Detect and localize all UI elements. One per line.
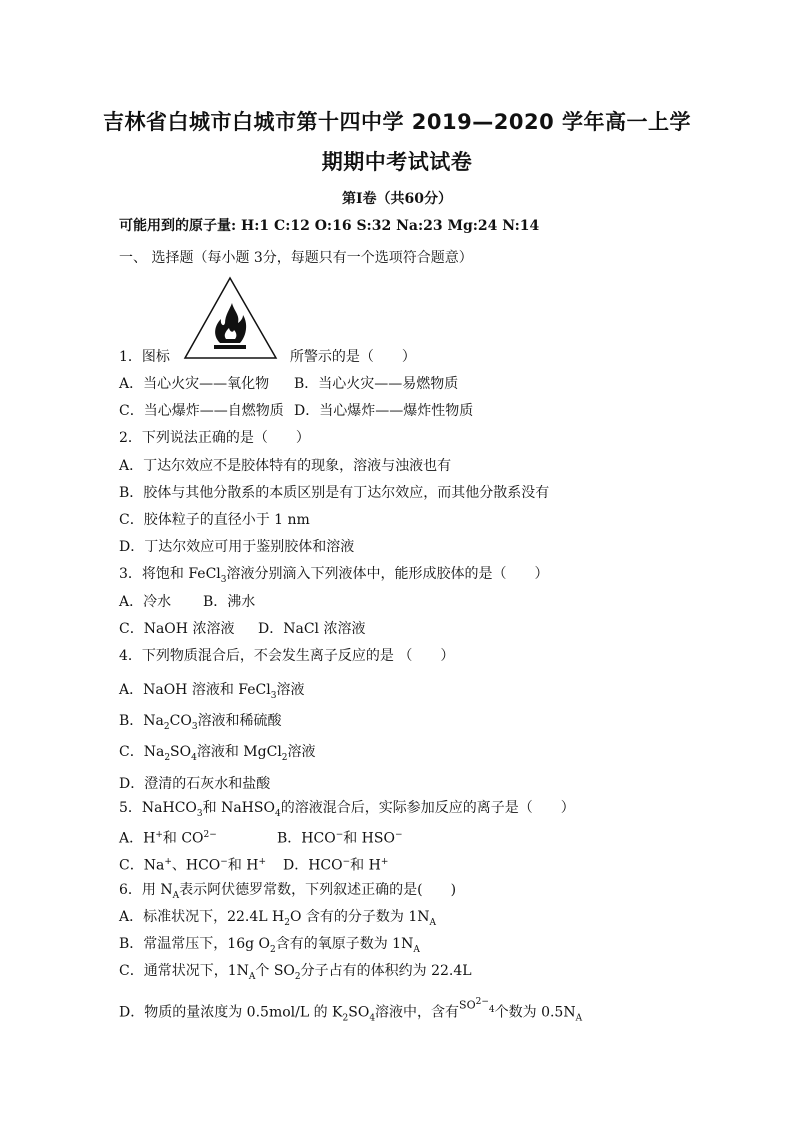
q2-option-c: C．胶体粒子的直径小于 1 nm: [119, 512, 310, 528]
q1-options-row1: A．当心火灾——氧化物 B．当心火灾——易燃物质: [119, 376, 459, 392]
q3-stem: 3．将饱和 FeCl$_3$溶液分别滴入下列液体中，能形成胶体的是（ ）: [119, 566, 549, 585]
q6-option-b: B．常温常压下，16g $O_2$含有的氧原子数为 $1N_A$: [119, 936, 420, 955]
q3-options-row2: C．NaOH 浓溶液 D．NaCl 浓溶液: [119, 621, 366, 637]
atomic-masses: 可能用到的原子量: H:1 C:12 O:16 S:32 Na:23 Mg:24 N:14: [119, 218, 540, 234]
q6-option-d: D．物质的量浓度为 0.5mol/L 的 $K_2SO_4$溶液中，含有$SO^{2-}_4$个数为 $0.5N_A$: [119, 1001, 582, 1027]
q2-option-b: B．胶体与其他分散系的本质区别是有丁达尔效应，而其他分散系没有: [119, 485, 550, 501]
q4-option-b: B．$Na_2CO_3$溶液和稀硫酸: [119, 713, 282, 732]
q2-option-d: D．丁达尔效应可用于鉴别胶体和溶液: [119, 539, 355, 555]
q4-stem: 4．下列物质混合后，不会发生离子反应的是 （ ）: [119, 648, 455, 664]
q2-option-a: A．丁达尔效应不是胶体特有的现象，溶液与浊液也有: [119, 458, 452, 474]
q5-options-row2: C．Na+、HCO−和 H+ D．HCO−和 H+: [119, 857, 389, 874]
section-heading: 一、 选择题（每小题 3分，每题只有一个选项符合题意）: [119, 250, 473, 266]
q6-option-a: A．标准状况下，22.4L $H_2O$ 含有的分子数为 $1N_A$: [119, 909, 437, 928]
q6-stem: 6．用 $N_A$表示阿伏德罗常数，下列叙述正确的是( ): [119, 882, 457, 901]
exam-title-line1: 吉林省白城市白城市第十四中学 2019—2020 学年高一上学: [102, 110, 691, 134]
q4-option-a: A．NaOH 溶液和 FeCl$_3$溶液: [119, 682, 305, 701]
q2-stem: 2．下列说法正确的是（ ）: [119, 430, 310, 446]
sulfate-ion-formula: $SO^{2-}_4$: [459, 997, 495, 1015]
q5-stem: 5．NaHCO$_3$和 NaHSO$_4$的溶液混合后，实际参加反应的离子是（ ）: [119, 800, 575, 819]
q3-options-row1: A．冷水 B．沸水: [119, 594, 256, 610]
q5-options-row1: A．H+和 $CO^{2-}$ B．HCO−和 HSO−: [119, 830, 403, 847]
q1-stem: 1．图标 所警示的是（ ）: [119, 349, 416, 365]
q1-options-row2: C．当心爆炸——自燃物质 D．当心爆炸——爆炸性物质: [119, 403, 474, 419]
q4-option-d: D．澄清的石灰水和盐酸: [119, 776, 271, 792]
q6-option-c: C．通常状况下，$1N_A$个 $SO_2$分子占有的体积约为 22.4L: [119, 963, 472, 982]
q4-option-c: C．$Na_2SO_4$溶液和 MgCl$_2$溶液: [119, 744, 316, 763]
part-heading: 第Ⅰ卷（共60分）: [341, 191, 453, 207]
exam-title-line2: 期期中考试试卷: [321, 150, 473, 174]
